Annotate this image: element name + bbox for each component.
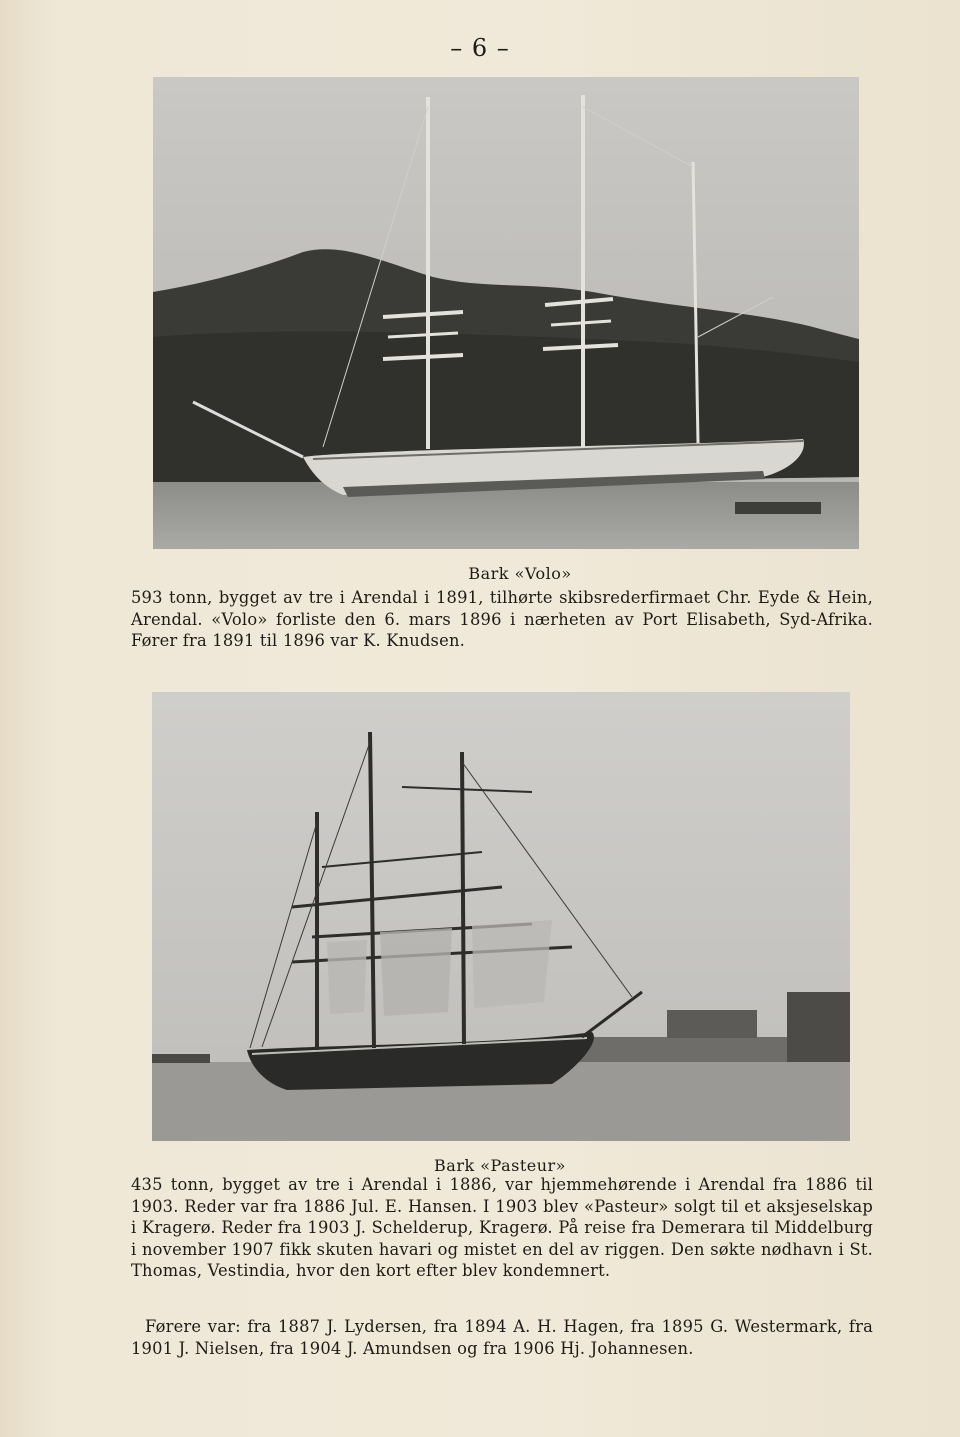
photo-bark-pasteur [152, 692, 850, 1141]
page-number: – 6 – [450, 34, 510, 62]
caption-bark-pasteur: Bark «Pasteur» [434, 1156, 566, 1175]
masters-bark-pasteur: Førere var: fra 1887 J. Lydersen, fra 1894 A. H. Hagen, fra 1895 G. Westermark, fra 1901 J. Nielsen, fra 1904 J. Amundsen og fra 1906 Hj. Johannesen. [131, 1317, 873, 1358]
caption-bark-volo: Bark «Volo» [468, 564, 572, 583]
photo-bark-volo [153, 77, 859, 549]
description-bark-pasteur: 435 tonn, bygget av tre i Arendal i 1886, var hjemmehørende i Arendal fra 1886 til 1903. Reder var fra 1886 Jul. E. Hansen. I 1903 blev «Pasteur» solgt til et aksjeselskap i Kragerø. Reder fra 1903 J. Schelderup, Kragerø. På reise fra Demerara til Middelburg i november 1907 fikk skuten havari og mistet en del av riggen. Den søkte nødhavn i St. Thomas, Vestindia, hvor den kort efter blev kondemnert. [131, 1175, 873, 1280]
description-bark-volo: 593 tonn, bygget av tre i Arendal i 1891, tilhørte skibsrederfirmaet Chr. Eyde & Hein, Arendal. «Volo» forliste den 6. mars 1896 i nærheten av Port Elisabeth, Syd-Afrika. Fører fra 1891 til 1896 var K. Knudsen. [131, 588, 873, 650]
